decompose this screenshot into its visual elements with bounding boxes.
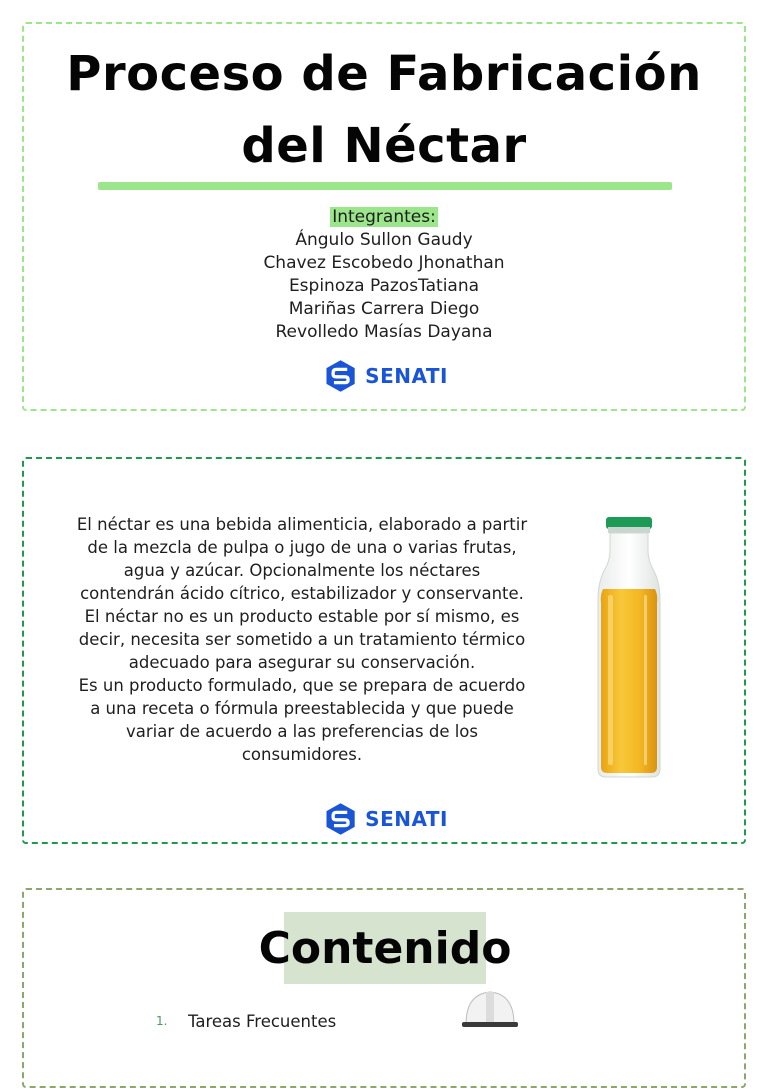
contents-title: Contenido	[258, 922, 512, 974]
member-name: Ángulo Sullon Gaudy	[295, 230, 473, 250]
senati-logo	[324, 356, 448, 396]
list-item-label: Tareas Frecuentes	[188, 1012, 337, 1031]
intro-text	[76, 513, 528, 766]
juice-bottle-image	[564, 499, 694, 799]
senati-logo	[324, 799, 448, 839]
list-item-number: 1.	[156, 1014, 168, 1028]
intro-paragraph-1: El néctar es una bebida alimenticia, elaborado a partir de la mezcla de pulpa o jugo de una o varias frutas, agua y azúcar. Opcionalmente los néctares contendrán ácido cítrico, estabilizador y conservante.	[76, 515, 528, 603]
senati-logo-icon	[324, 800, 357, 838]
title-line-1: Proceso de Fabricación	[66, 46, 702, 102]
member-name: Revolledo Masías Dayana	[275, 322, 493, 342]
senati-logo-text: SENATI	[365, 807, 448, 831]
senati-logo-text: SENATI	[365, 364, 448, 388]
members-list	[24, 206, 744, 344]
cover-card	[22, 22, 746, 411]
contents-title-box	[258, 912, 512, 984]
title-underline	[98, 182, 672, 190]
contents-card	[22, 888, 746, 1088]
intro-paragraph-3: Es un producto formulado, que se prepara de acuerdo a una receta o fórmula preestablecida y que puede variar de acuerdo a las preferencias de los consumidores.	[78, 676, 526, 764]
members-heading: Integrantes:	[332, 207, 436, 227]
member-name: Espinoza PazosTatiana	[288, 276, 480, 296]
intro-card	[22, 457, 746, 844]
member-name: Mariñas Carrera Diego	[288, 299, 480, 319]
intro-paragraph-2: El néctar no es un producto estable por sí mismo, es decir, necesita ser sometido a un tratamiento térmico adecuado para asegurar su conservación.	[78, 607, 526, 672]
member-name: Chavez Escobedo Jhonathan	[263, 253, 505, 273]
senati-logo-icon	[324, 357, 357, 395]
title-line-2: del Néctar	[241, 118, 527, 174]
helmet-image	[460, 988, 520, 1028]
